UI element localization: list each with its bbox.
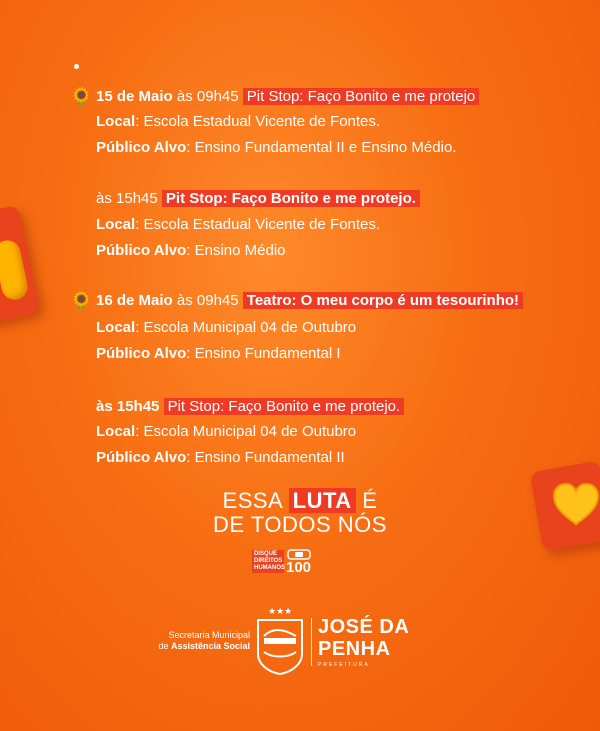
local-value: : Escola Municipal 04 de Outubro — [135, 423, 357, 440]
city-name-line-2: PENHA — [318, 638, 391, 660]
city-name-line-1: JOSÉ DA — [318, 616, 410, 638]
publico-value: : Ensino Fundamental II e Ensino Médio. — [186, 139, 457, 156]
publico-label: Público Alvo — [96, 345, 187, 362]
event-3-header — [96, 290, 523, 312]
event-4-local — [96, 421, 356, 443]
local-label: Local — [96, 423, 136, 440]
svg-text:★★★: ★★★ — [268, 607, 293, 617]
event-1-local — [96, 111, 380, 133]
event-1-publico — [96, 137, 456, 159]
city-subtitle: PREFEITURA — [318, 662, 370, 668]
event-3-time: às 09h45 — [176, 292, 239, 309]
secretaria-bold: Assistência Social — [170, 641, 250, 651]
local-value: : Escola Estadual Vicente de Fontes. — [135, 216, 381, 233]
local-value: : Escola Estadual Vicente de Fontes. — [135, 113, 381, 130]
publico-value: : Ensino Fundamental II — [186, 449, 345, 466]
event-1-title: Pit Stop: Faço Bonito e me protejo — [243, 88, 479, 105]
slogan-text: ESSA — [222, 488, 289, 513]
event-2-header — [96, 188, 420, 210]
footer-divider — [311, 618, 312, 666]
municipal-seal-icon — [252, 602, 308, 676]
event-3-publico — [96, 343, 341, 365]
slogan-text: É — [355, 488, 378, 513]
secretaria-prefix: de — [158, 641, 171, 651]
disque-label: DISQUE DIREITOS HUMANOS — [254, 551, 285, 571]
event-4-title: Pit Stop: Faço Bonito e me protejo. — [164, 398, 405, 415]
event-2-time: às 15h45 — [96, 190, 158, 207]
disque-100-logo — [250, 548, 316, 578]
event-2-title: Pit Stop: Faço Bonito e me protejo. — [162, 190, 420, 207]
event-3-local — [96, 317, 356, 339]
event-3-date: 16 de Maio — [96, 292, 173, 309]
slogan-line-1 — [0, 488, 600, 514]
publico-value: : Ensino Fundamental I — [186, 345, 341, 362]
event-1-time: às 09h45 — [176, 88, 239, 105]
event-1-date: 15 de Maio — [96, 88, 173, 105]
secretaria-line-2 — [140, 641, 250, 652]
event-3-title: Teatro: O meu corpo é um tesourinho! — [243, 292, 523, 309]
event-1-header — [96, 86, 479, 108]
slogan-highlight: LUTA — [289, 488, 356, 513]
local-label: Local — [96, 216, 136, 233]
event-4-publico — [96, 447, 345, 469]
secretaria-logo-text — [140, 630, 250, 652]
publico-value: : Ensino Médio — [186, 242, 286, 259]
secretaria-line-1: Secretaria Municipal — [168, 630, 250, 640]
sunflower-icon: 🌻 — [70, 291, 93, 311]
event-4-time: às 15h45 — [96, 398, 160, 415]
slogan-line-2: DE TODOS NÓS — [213, 512, 387, 537]
decorative-phone-illustration — [0, 200, 50, 320]
event-2-local — [96, 214, 380, 236]
publico-label: Público Alvo — [96, 139, 187, 156]
local-label: Local — [96, 113, 136, 130]
bullet-dot — [74, 64, 79, 69]
city-logo — [318, 616, 409, 668]
event-2-publico — [96, 240, 286, 262]
event-4-header — [96, 396, 404, 418]
publico-label: Público Alvo — [96, 449, 187, 466]
local-value: : Escola Municipal 04 de Outubro — [135, 319, 357, 336]
sunflower-icon: 🌻 — [70, 87, 93, 107]
publico-label: Público Alvo — [96, 242, 187, 259]
disque-number: 100 — [286, 559, 312, 576]
local-label: Local — [96, 319, 136, 336]
